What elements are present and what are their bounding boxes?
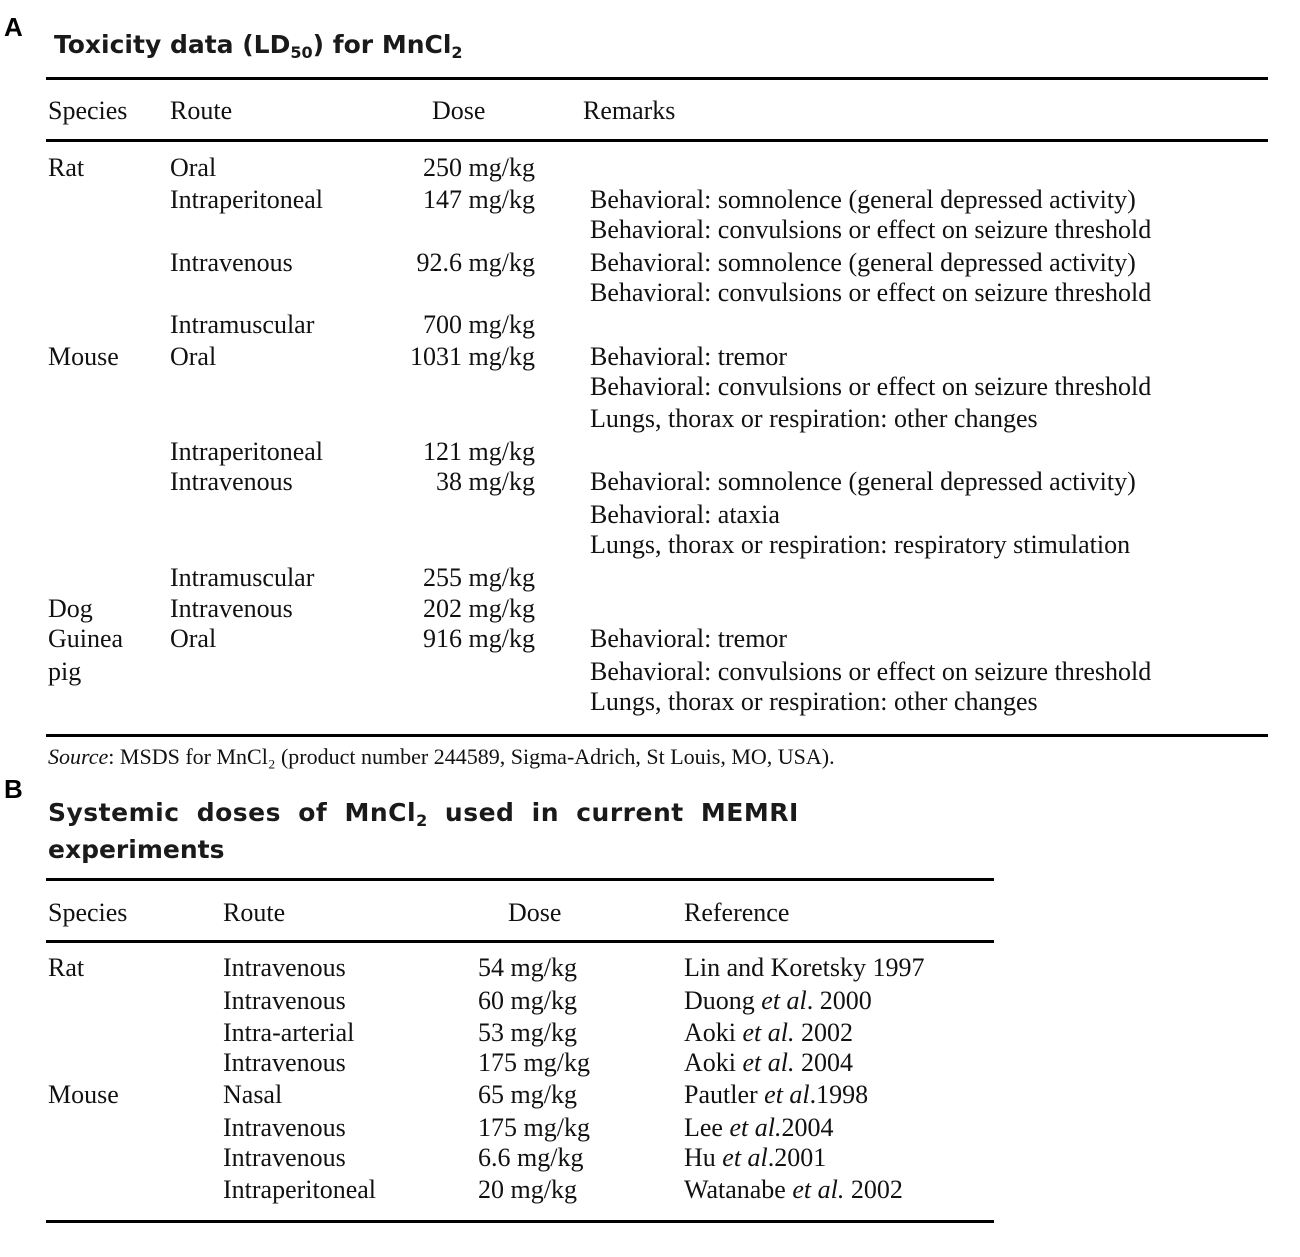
panel-a-cell-dose: 255 mg/kg — [423, 563, 535, 592]
reference-et-al: et al. — [742, 1018, 795, 1047]
panel-b-cell-reference — [684, 953, 924, 983]
reference-author: Pautler — [684, 1080, 765, 1109]
panel-b-cell-reference — [684, 1113, 833, 1143]
panel-a-cell-dose: 700 mg/kg — [423, 310, 535, 339]
reference-et-al: et al. — [792, 1175, 845, 1204]
panel-a-cell-species: Guinea — [48, 624, 124, 653]
panel-a-cell-remark: Lungs, thorax or respiration: respiratory stimulation — [590, 530, 1131, 559]
panel-a-cell-remark: Behavioral: somnolence (general depressed activity) — [590, 248, 1136, 277]
panel-b-cell-reference — [684, 1018, 853, 1048]
panel-b-cell-route: Intravenous — [223, 953, 346, 982]
reference-et-al: et al. — [742, 1048, 795, 1077]
panel-a-cell-species: Mouse — [48, 342, 119, 371]
panel-a-cell-remark: Behavioral: convulsions or effect on seizure threshold — [590, 215, 1152, 244]
panel-b-cell-route: Intravenous — [223, 1048, 346, 1077]
panel-b-cell-reference — [684, 1143, 826, 1173]
reference-year: 2002 — [794, 1018, 853, 1047]
reference-et-al: et al — [761, 986, 807, 1015]
panel-b-bottom-rule — [46, 1220, 994, 1223]
panel-a-header-route: Route — [170, 96, 233, 125]
panel-a-header-dose: Dose — [432, 96, 486, 125]
panel-b-cell-route: Intra-arterial — [223, 1018, 355, 1047]
reference-year: 1997 — [865, 953, 925, 982]
panel-a-cell-route: Intravenous — [170, 248, 293, 277]
panel-a-cell-remark: Behavioral: convulsions or effect on seizure threshold — [590, 278, 1152, 307]
panel-b-cell-reference — [684, 1080, 868, 1110]
panel-a-cell-route: Intramuscular — [170, 563, 315, 592]
panel-a-cell-remark: Behavioral: tremor — [590, 342, 788, 371]
panel-a-header-remarks: Remarks — [583, 96, 676, 125]
panel-a-cell-remark: Behavioral: ataxia — [590, 500, 780, 529]
reference-et-al: et al — [764, 1080, 810, 1109]
reference-author: Aoki — [684, 1048, 743, 1077]
panel-b-cell-dose: 20 mg/kg — [478, 1175, 577, 1204]
panel-b-cell-dose: 53 mg/kg — [478, 1018, 577, 1047]
panel-b-cell-dose: 175 mg/kg — [478, 1048, 590, 1077]
panel-a-cell-dose: 147 mg/kg — [423, 185, 535, 214]
panel-a-cell-route: Oral — [170, 153, 217, 182]
panel-b-cell-reference — [684, 986, 872, 1016]
panel-a-cell-dose: 38 mg/kg — [436, 467, 535, 496]
panel-b-cell-dose: 60 mg/kg — [478, 986, 577, 1015]
panel-a-cell-route: Intravenous — [170, 467, 293, 496]
panel-b-title-line1: Systemic doses of MnCl$_2$ used in current MEMRI — [48, 798, 799, 830]
panel-b-cell-route: Nasal — [223, 1080, 283, 1109]
panel-a-cell-dose: 1031 mg/kg — [410, 342, 535, 371]
panel-b-cell-dose: 54 mg/kg — [478, 953, 577, 982]
reference-year: . 2000 — [806, 986, 872, 1015]
panel-b-cell-dose: 175 mg/kg — [478, 1113, 590, 1142]
reference-year: 2004 — [781, 1113, 834, 1142]
panel-b-cell-route: Intraperitoneal — [223, 1175, 377, 1204]
panel-a-cell-remark: Behavioral: tremor — [590, 624, 788, 653]
panel-a-cell-remark: Behavioral: convulsions or effect on seizure threshold — [590, 657, 1152, 686]
panel-b-top-rule — [46, 878, 994, 881]
reference-year: .1998 — [809, 1080, 869, 1109]
reference-year: 2004 — [794, 1048, 853, 1077]
panel-b-cell-route: Intravenous — [223, 1143, 346, 1172]
reference-author: Hu — [684, 1143, 723, 1172]
panel-a-cell-dose: 916 mg/kg — [423, 624, 535, 653]
panel-a-cell-remark: Lungs, thorax or respiration: other changes — [590, 687, 1038, 716]
reference-author: Duong — [684, 986, 762, 1015]
panel-a-cell-dose: 121 mg/kg — [423, 437, 535, 466]
reference-year: 2002 — [844, 1175, 903, 1204]
panel-a-letter: A — [4, 12, 23, 42]
reference-et-al: et al — [722, 1143, 768, 1172]
panel-a-cell-remark: Behavioral: somnolence (general depressed activity) — [590, 467, 1136, 496]
panel-a-cell-route: Oral — [170, 342, 217, 371]
reference-author: Lin and Koretsky — [684, 953, 866, 982]
panel-a-cell-remark: Behavioral: somnolence (general depressed activity) — [590, 185, 1136, 214]
panel-a-bottom-rule — [46, 734, 1268, 737]
panel-a-cell-route: Intravenous — [170, 594, 293, 623]
panel-a-cell-remark: Behavioral: convulsions or effect on seizure threshold — [590, 372, 1152, 401]
panel-b-header-rule — [46, 940, 994, 943]
panel-b-letter: B — [4, 774, 23, 804]
panel-b-cell-dose: 6.6 mg/kg — [478, 1143, 584, 1172]
panel-b-cell-reference — [684, 1048, 853, 1078]
reference-author: Watanabe — [684, 1175, 793, 1204]
panel-a-cell-dose: 92.6 mg/kg — [416, 248, 535, 277]
panel-b-header-species: Species — [48, 898, 128, 927]
reference-author: Aoki — [684, 1018, 743, 1047]
panel-a-cell-dose: 250 mg/kg — [423, 153, 535, 182]
panel-a-cell-route: Intramuscular — [170, 310, 315, 339]
panel-b-title-line2: experiments — [48, 835, 225, 864]
panel-a-header-species: Species — [48, 96, 128, 125]
reference-year: .2001 — [767, 1143, 827, 1172]
panel-a-title: Toxicity data $(LD_{50})$ for MnCl$_2$ — [54, 30, 463, 62]
panel-b-header-dose: Dose — [508, 898, 562, 927]
panel-b-cell-route: Intravenous — [223, 1113, 346, 1142]
panel-a-cell-species: Rat — [48, 153, 85, 182]
panel-a-cell-route: Intraperitoneal — [170, 437, 324, 466]
panel-a-cell-route: Oral — [170, 624, 217, 653]
panel-a-cell-remark: Lungs, thorax or respiration: other changes — [590, 404, 1038, 433]
panel-a-header-rule — [46, 139, 1268, 142]
reference-et-al: et al. — [729, 1113, 782, 1142]
panel-a-top-rule — [46, 77, 1268, 80]
panel-b-cell-dose: 65 mg/kg — [478, 1080, 577, 1109]
panel-a-cell-species: pig — [48, 657, 82, 686]
reference-author: Lee — [684, 1113, 730, 1142]
panel-a-source-note: Source: MSDS for MnCl₂ (product number 244589, Sigma-Adrich, St Louis, MO, USA). — [48, 744, 835, 769]
panel-b-header-reference: Reference — [684, 898, 790, 927]
panel-a-cell-route: Intraperitoneal — [170, 185, 324, 214]
panel-a-cell-dose: 202 mg/kg — [423, 594, 535, 623]
panel-b-cell-species: Mouse — [48, 1080, 119, 1109]
panel-b-cell-species: Rat — [48, 953, 85, 982]
panel-b-header-route: Route — [223, 898, 286, 927]
panel-b-cell-reference — [684, 1175, 903, 1205]
panel-a-cell-species: Dog — [48, 594, 93, 623]
panel-b-cell-route: Intravenous — [223, 986, 346, 1015]
